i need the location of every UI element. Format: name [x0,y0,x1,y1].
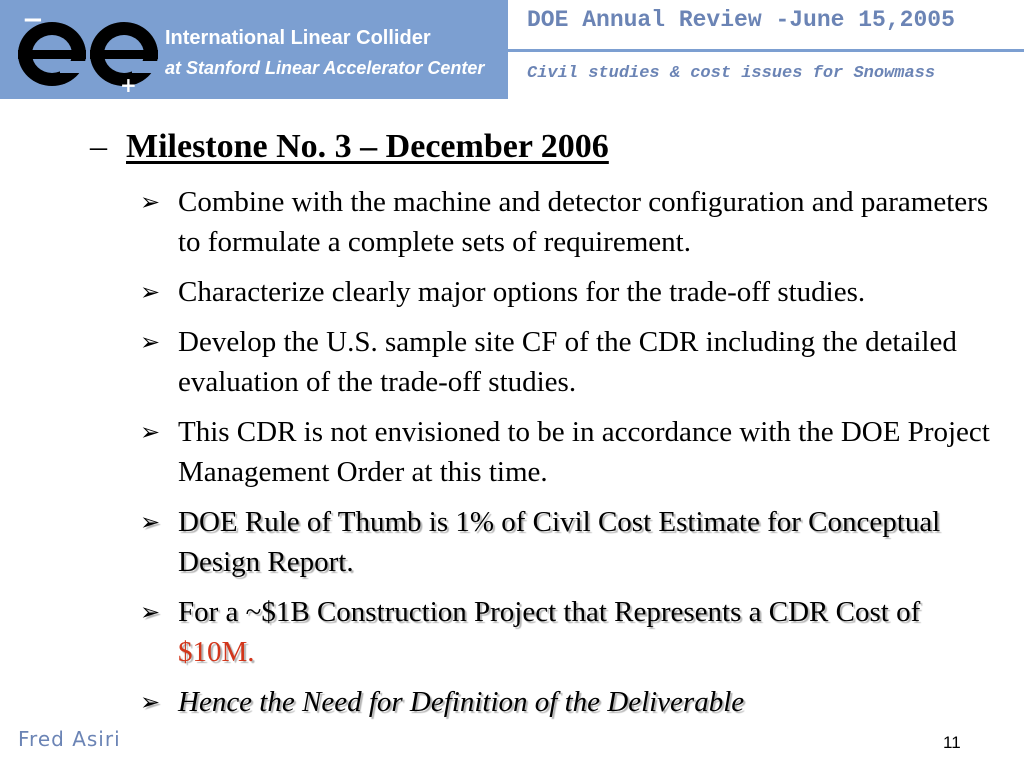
bullet-text: For a ~$1B Construction Project that Represents a CDR Cost of [178,596,921,628]
bullet-item [140,502,1000,582]
ee-logo-mark [0,0,165,99]
bullet-text: Characterize clearly major options for the trade-off studies. [178,276,866,308]
arrow-bullet-icon: ➢ [140,688,161,716]
logo-plus-sign: + [120,73,137,97]
bullet-text: Combine with the machine and detector configuration and parameters to formulate a complete sets of requirement. [178,186,989,258]
bullet-list [140,182,1000,732]
bullet-item [140,592,1000,672]
logo-minus-sign: − [22,5,44,35]
milestone-title: Milestone No. 3 – December 2006 [126,128,609,165]
arrow-bullet-icon: ➢ [140,188,161,216]
bullet-text: Hence the Need for Definition of the Deliverable [178,686,745,718]
logo-line-1: International Linear Collider [165,27,431,49]
milestone-heading [90,128,609,166]
cost-highlight: $10M. [178,636,255,668]
bullet-item [140,182,1000,262]
footer-author: Fred Asiri [18,727,121,751]
bullet-text: Develop the U.S. sample site CF of the CDR including the detailed evaluation of the trade-off studies. [178,326,957,398]
slide-header [0,0,1024,100]
ilc-logo [0,0,508,99]
header-subtitle: Civil studies & cost issues for Snowmass [527,64,936,83]
logo-line-2: at Stanford Linear Accelerator Center [165,58,485,78]
arrow-bullet-icon: ➢ [140,418,161,446]
bullet-text: DOE Rule of Thumb is 1% of Civil Cost Estimate for Conceptual Design Report. [178,506,941,578]
page-number: 11 [943,733,961,752]
arrow-bullet-icon: ➢ [140,278,161,306]
bullet-item [140,682,1000,722]
arrow-bullet-icon: ➢ [140,328,161,356]
milestone-dash: – [90,128,107,165]
arrow-bullet-icon: ➢ [140,598,161,626]
bullet-item [140,412,1000,492]
bullet-item [140,272,1000,312]
header-divider [508,49,1024,52]
bullet-text: This CDR is not envisioned to be in accordance with the DOE Project Management Order at this time. [178,416,990,488]
header-title: DOE Annual Review -June 15,2005 [527,7,955,33]
bullet-item [140,322,1000,402]
arrow-bullet-icon: ➢ [140,508,161,536]
